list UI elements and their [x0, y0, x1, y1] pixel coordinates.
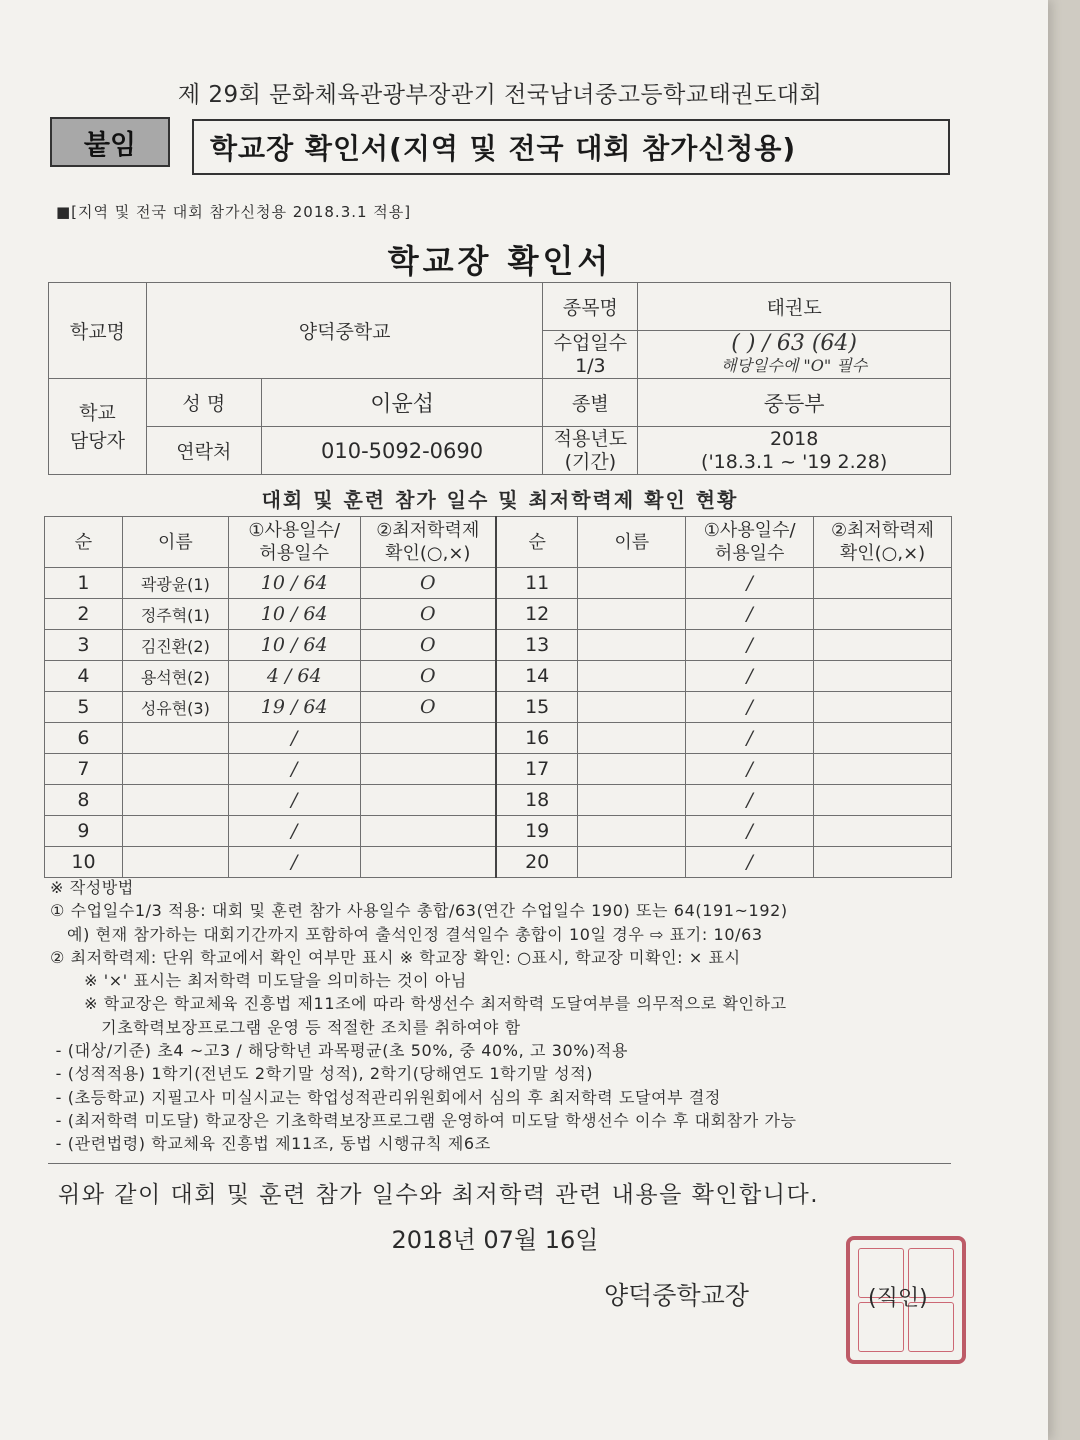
info-table: [48, 282, 951, 475]
row-days-right: /: [686, 754, 814, 785]
row-check-right: [814, 785, 952, 816]
row-no: 7: [45, 754, 123, 785]
row-name: 정주혁(1): [122, 599, 228, 630]
table-row: [45, 599, 952, 630]
note-line: ※ '×' 표시는 최저학력 미도달을 의미하는 것이 아님: [50, 971, 467, 991]
row-check-right: [814, 661, 952, 692]
attachment-tag: 붙임: [50, 117, 170, 167]
row-check-right: [814, 599, 952, 630]
row-name-right: [578, 568, 686, 599]
divider: [48, 1163, 951, 1164]
row-check: [360, 816, 496, 847]
col-days: ①사용일수/ 허용일수: [228, 517, 360, 568]
row-no: 9: [45, 816, 123, 847]
row-check-right: [814, 754, 952, 785]
col-check: ②최저학력제 확인(○,×): [360, 517, 496, 568]
event-value: 태권도: [638, 283, 951, 331]
col-name-right: 이름: [578, 517, 686, 568]
row-name: 김진환(2): [122, 630, 228, 661]
contact-label: 연락처: [146, 427, 261, 475]
year-label: 적용년도 (기간): [543, 427, 638, 475]
year-value: 2018: [769, 427, 819, 450]
row-no-right: 17: [496, 754, 578, 785]
row-check: O: [360, 568, 496, 599]
row-check: O: [360, 692, 496, 723]
row-check: [360, 847, 496, 878]
col-days-right: ①사용일수/ 허용일수: [686, 517, 814, 568]
row-no-right: 18: [496, 785, 578, 816]
note-line: ※ 학교장은 학교체육 진흥법 제11조에 따라 학생선수 최저학력 도달여부를 의무적으로 확인하고: [50, 994, 787, 1014]
row-check-right: [814, 630, 952, 661]
row-days-right: /: [686, 816, 814, 847]
name-value: 이윤섭: [261, 379, 543, 427]
row-days-right: /: [686, 599, 814, 630]
period-value: ('18.3.1 ~ '19 2.28): [701, 450, 888, 473]
table-row: [45, 661, 952, 692]
school-value: 양덕중학교: [146, 283, 543, 379]
manager-label: 학교 담당자: [49, 379, 147, 475]
row-check: O: [360, 661, 496, 692]
issue-date: 2018년 07월 16일: [391, 1226, 599, 1254]
row-no: 5: [45, 692, 123, 723]
row-no: 8: [45, 785, 123, 816]
principal-name: 양덕중학교장: [604, 1281, 749, 1310]
row-name: 곽광윤(1): [122, 568, 228, 599]
table-row: [45, 785, 952, 816]
note-line: ② 최저학력제: 단위 학교에서 확인 여부만 표시 ※ 학교장 확인: ○표시, 학교장 미확인: × 표시: [50, 947, 741, 967]
row-days-right: /: [686, 785, 814, 816]
table-row: [45, 630, 952, 661]
row-name: [122, 785, 228, 816]
page-title: 학교장 확인서: [387, 242, 613, 280]
row-no-right: 12: [496, 599, 578, 630]
row-no-right: 13: [496, 630, 578, 661]
registry-table: [44, 516, 952, 878]
row-days: 10 / 64: [228, 568, 360, 599]
row-no: 10: [45, 847, 123, 878]
row-check-right: [814, 723, 952, 754]
row-days: /: [228, 847, 360, 878]
row-name-right: [578, 816, 686, 847]
row-name: 성유현(3): [122, 692, 228, 723]
row-name-right: [578, 723, 686, 754]
row-name: 용석현(2): [122, 661, 228, 692]
row-no: 4: [45, 661, 123, 692]
row-days: 4 / 64: [228, 661, 360, 692]
registry-title: 대회 및 훈련 참가 일수 및 최저학력제 확인 현황: [261, 488, 739, 512]
row-check: [360, 785, 496, 816]
row-name: [122, 816, 228, 847]
applied-note: ■[지역 및 전국 대회 참가신청용 2018.3.1 적용]: [56, 203, 412, 221]
row-name-right: [578, 599, 686, 630]
note-line: - (성적적용) 1학기(전년도 2학기말 성적), 2학기(당해연도 1학기말 성적): [50, 1064, 594, 1084]
row-days-right: /: [686, 723, 814, 754]
competition-title: 제 29회 문화체육관광부장관기 전국남녀중고등학교태권도대회: [177, 82, 823, 108]
col-check-right: ②최저학력제 확인(○,×): [814, 517, 952, 568]
row-check: [360, 754, 496, 785]
row-name-right: [578, 754, 686, 785]
note-line: ① 수업일수1/3 적용: 대회 및 훈련 참가 사용일수 총합/63(연간 수업일수 190) 또는 64(191~192): [50, 901, 788, 921]
name-label: 성 명: [146, 379, 261, 427]
division-value: 중등부: [638, 379, 951, 427]
registry-body: [45, 568, 952, 878]
row-check: [360, 723, 496, 754]
row-no: 6: [45, 723, 123, 754]
row-name: [122, 754, 228, 785]
row-check-right: [814, 847, 952, 878]
registry-header: [45, 517, 952, 568]
row-no-right: 19: [496, 816, 578, 847]
row-days-right: /: [686, 568, 814, 599]
days-label: 수업일수 1/3: [543, 331, 638, 379]
school-label: 학교명: [49, 283, 147, 379]
row-check: O: [360, 599, 496, 630]
row-check-right: [814, 692, 952, 723]
table-row: [45, 692, 952, 723]
row-name: [122, 723, 228, 754]
note-line: 예) 현재 참가하는 대회기간까지 포함하여 출석인정 결석일수 총합이 10일 경우 ⇨ 표기: 10/63: [50, 924, 763, 944]
row-days: /: [228, 723, 360, 754]
note-line: - (초등학교) 지필고사 미실시교는 학업성적관리위원회에서 심의 후 최저학력 도달여부 결정: [50, 1087, 721, 1107]
notes: [50, 876, 970, 1156]
row-no: 2: [45, 599, 123, 630]
event-label: 종목명: [543, 283, 638, 331]
note-line: - (관련법령) 학교체육 진흥법 제11조, 동법 시행규칙 제6조: [50, 1134, 491, 1154]
note-line: - (대상/기준) 초4 ~고3 / 해당학년 과목평균(초 50%, 중 40%, 고 30%)적용: [50, 1041, 629, 1061]
seal-label: (직인): [868, 1286, 928, 1311]
days-note: 해당일수에 "O" 필수: [721, 355, 868, 375]
row-days-right: /: [686, 630, 814, 661]
row-check-right: [814, 816, 952, 847]
note-line: ※ 작성방법: [50, 878, 134, 897]
row-days: 10 / 64: [228, 599, 360, 630]
row-check: O: [360, 630, 496, 661]
contact-value: 010-5092-0690: [261, 427, 543, 475]
note-line: - (최저학력 미도달) 학교장은 기초학력보장프로그램 운영하여 미도달 학생선수 이수 후 대회참가 가능: [50, 1110, 797, 1130]
table-row: [45, 754, 952, 785]
row-name-right: [578, 692, 686, 723]
row-name-right: [578, 661, 686, 692]
row-name-right: [578, 847, 686, 878]
row-name-right: [578, 785, 686, 816]
table-row: [45, 847, 952, 878]
row-days-right: /: [686, 661, 814, 692]
row-no: 3: [45, 630, 123, 661]
table-row: [45, 816, 952, 847]
table-row: [45, 723, 952, 754]
row-days: /: [228, 754, 360, 785]
row-name-right: [578, 630, 686, 661]
col-name: 이름: [122, 517, 228, 568]
row-no-right: 14: [496, 661, 578, 692]
row-no-right: 15: [496, 692, 578, 723]
row-name: [122, 847, 228, 878]
row-no: 1: [45, 568, 123, 599]
confirmation-text: 위와 같이 대회 및 훈련 참가 일수와 최저학력 관련 내용을 확인합니다.: [58, 1182, 820, 1208]
row-days: /: [228, 785, 360, 816]
row-days: 10 / 64: [228, 630, 360, 661]
row-no-right: 20: [496, 847, 578, 878]
document-heading: 학교장 확인서(지역 및 전국 대회 참가신청용): [192, 119, 950, 175]
row-check-right: [814, 568, 952, 599]
days-value: ( ) / 63 (64): [731, 330, 858, 356]
division-label: 종별: [543, 379, 638, 427]
row-no-right: 16: [496, 723, 578, 754]
col-no-right: 순: [496, 517, 578, 568]
row-days-right: /: [686, 692, 814, 723]
row-no-right: 11: [496, 568, 578, 599]
note-line: 기초학력보장프로그램 운영 등 적절한 조치를 취하여야 함: [50, 1017, 521, 1037]
row-days: /: [228, 816, 360, 847]
row-days: 19 / 64: [228, 692, 360, 723]
row-days-right: /: [686, 847, 814, 878]
table-row: [45, 568, 952, 599]
col-no: 순: [45, 517, 123, 568]
